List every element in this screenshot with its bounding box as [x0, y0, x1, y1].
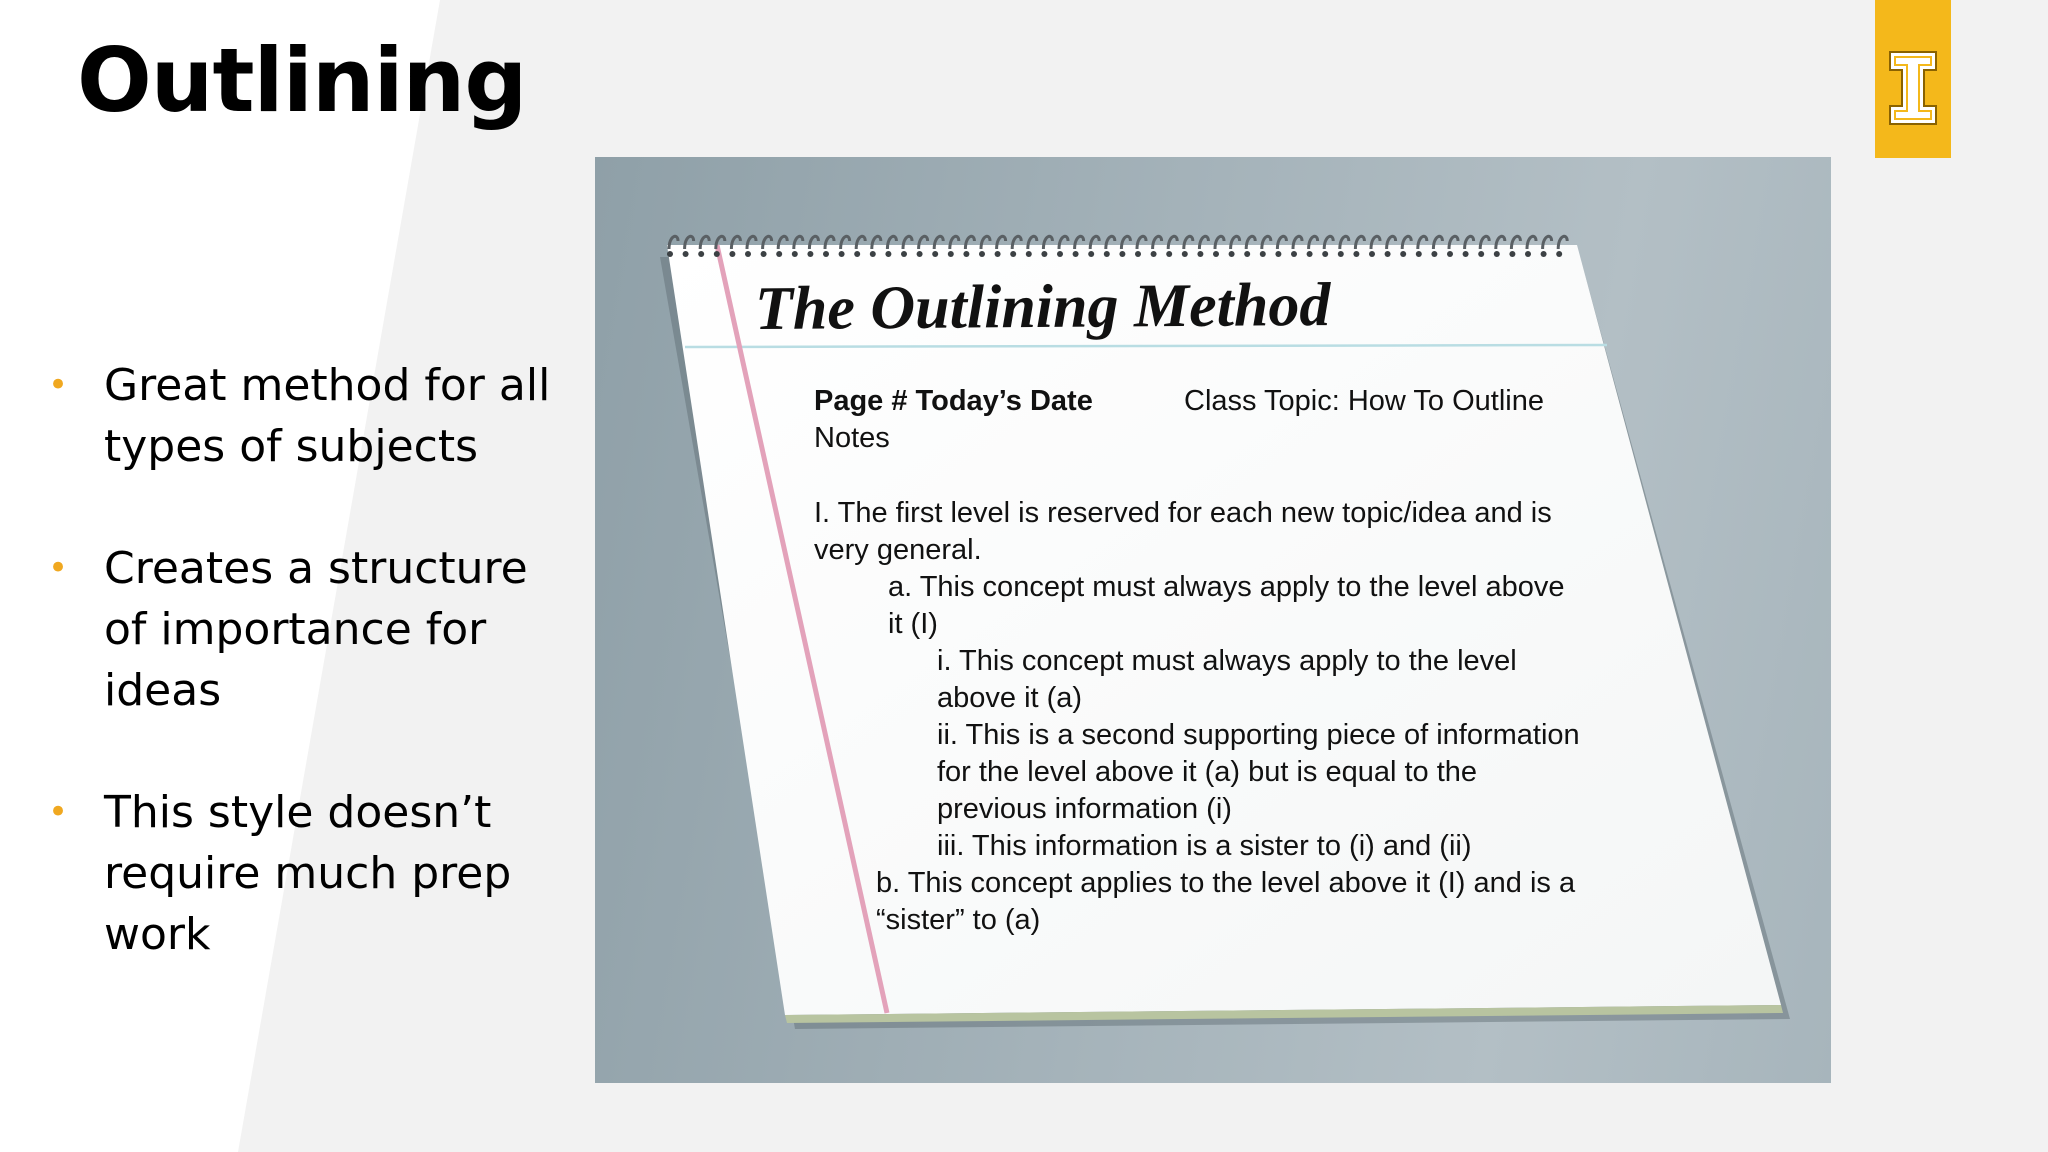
bullet-line: of importance for: [104, 604, 487, 655]
bullet-dot: •: [48, 792, 69, 832]
outline-line: it (I): [888, 608, 938, 640]
bullet-line: types of subjects: [104, 421, 478, 472]
spiral-hole: [1494, 251, 1500, 257]
outline-line: previous information (i): [937, 793, 1232, 825]
spiral-hole: [729, 251, 735, 257]
spiral-hole: [839, 251, 845, 257]
bullet-line: ideas: [104, 665, 222, 716]
spiral-hole: [823, 251, 829, 257]
bullet-item: [40, 355, 580, 477]
bullet-item: [40, 538, 580, 721]
spiral-hole: [1478, 251, 1484, 257]
spiral-hole: [870, 251, 876, 257]
notebook-header-right: Class Topic: How To Outline: [1184, 385, 1544, 417]
notebook-image: [595, 157, 1831, 1083]
spiral-hole: [1041, 251, 1047, 257]
slide-title: Outlining: [77, 29, 527, 132]
outline-line: a. This concept must always apply to the level above: [888, 571, 1565, 603]
outline-line: very general.: [814, 534, 982, 566]
outline-line: i. This concept must always apply to the level: [937, 645, 1517, 677]
spiral-hole: [761, 251, 767, 257]
spiral-hole: [1151, 251, 1157, 257]
spiral-hole: [948, 251, 954, 257]
spiral-hole: [714, 251, 720, 257]
notebook-title: The Outlining Method: [754, 270, 1331, 344]
spiral-hole: [885, 251, 891, 257]
bullet-dot: •: [48, 548, 69, 588]
spiral-hole: [1213, 251, 1219, 257]
spiral-hole: [1244, 251, 1250, 257]
spiral-hole: [1369, 251, 1375, 257]
bullet-list: [40, 355, 580, 1026]
outline-line: ii. This is a second supporting piece of information: [937, 719, 1580, 751]
spiral-hole: [1416, 251, 1422, 257]
bullet-line: Great method for all: [104, 360, 551, 411]
spiral-hole: [1026, 251, 1032, 257]
notebook-header-left: Page # Today’s Date: [814, 385, 1093, 417]
spiral-hole: [1135, 251, 1141, 257]
university-logo: [1875, 0, 1951, 158]
spiral-hole: [1260, 251, 1266, 257]
spiral-hole: [667, 251, 673, 257]
spiral-hole: [1057, 251, 1063, 257]
spiral-hole: [1291, 251, 1297, 257]
spiral-hole: [792, 251, 798, 257]
spiral-hole: [1166, 251, 1172, 257]
outline-line: iii. This information is a sister to (i) and (ii): [937, 830, 1472, 862]
spiral-hole: [901, 251, 907, 257]
spiral-hole: [1182, 251, 1188, 257]
bullet-item: [40, 782, 580, 965]
notebook-header-notes: Notes: [814, 422, 890, 454]
spiral-hole: [963, 251, 969, 257]
spiral-hole: [1104, 251, 1110, 257]
spiral-hole: [932, 251, 938, 257]
spiral-hole: [1556, 251, 1562, 257]
bullet-line: Creates a structure: [104, 543, 528, 594]
outline-line: b. This concept applies to the level above it (I) and is a: [876, 867, 1576, 899]
outline-line: above it (a): [937, 682, 1083, 714]
outline-line: for the level above it (a) but is equal to the: [937, 756, 1478, 788]
spiral-hole: [1525, 251, 1531, 257]
spiral-hole: [1307, 251, 1313, 257]
spiral-hole: [854, 251, 860, 257]
spiral-hole: [776, 251, 782, 257]
spiral-hole: [1447, 251, 1453, 257]
spiral-hole: [1073, 251, 1079, 257]
spiral-hole: [1431, 251, 1437, 257]
spiral-hole: [995, 251, 1001, 257]
block-i-icon: [1875, 0, 1951, 158]
bullet-line: work: [104, 909, 211, 960]
outline-line: I. The first level is reserved for each new topic/idea and is: [814, 497, 1552, 529]
spiral-hole: [979, 251, 985, 257]
spiral-hole: [917, 251, 923, 257]
spiral-hole: [1229, 251, 1235, 257]
spiral-hole: [1275, 251, 1281, 257]
bullet-dot: •: [48, 365, 69, 405]
spiral-hole: [1119, 251, 1125, 257]
spiral-hole: [1197, 251, 1203, 257]
bullet-line: This style doesn’t: [104, 787, 492, 838]
spiral-hole: [1541, 251, 1547, 257]
spiral-hole: [1338, 251, 1344, 257]
spiral-hole: [1463, 251, 1469, 257]
spiral-hole: [683, 251, 689, 257]
spiral-hole: [1509, 251, 1515, 257]
spiral-hole: [1353, 251, 1359, 257]
spiral-hole: [807, 251, 813, 257]
spiral-hole: [1322, 251, 1328, 257]
bullet-line: require much prep: [104, 848, 512, 899]
spiral-hole: [1400, 251, 1406, 257]
spiral-hole: [698, 251, 704, 257]
spiral-hole: [1010, 251, 1016, 257]
spiral-hole: [1385, 251, 1391, 257]
spiral-hole: [1088, 251, 1094, 257]
outline-line: “sister” to (a): [876, 904, 1041, 936]
spiral-hole: [745, 251, 751, 257]
